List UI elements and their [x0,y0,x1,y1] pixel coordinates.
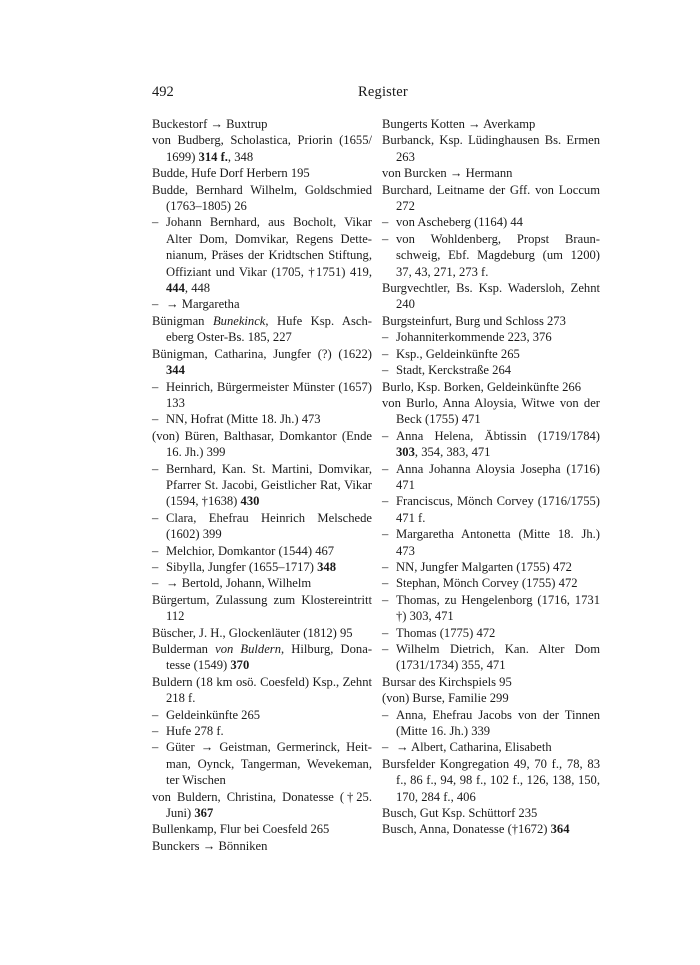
running-head: Register [358,84,408,100]
entry-text: Büscher, J. H., Glockenläuter (1812) 95 [152,625,353,640]
entry-text: Heinrich, Bürgermeister Münster (1657) 133 [166,379,372,410]
subentry-dash: – [382,494,389,509]
index-entry [382,379,600,395]
entry-text: Anna Johanna Aloysia Josepha (1716) 471 [396,461,600,492]
index-entry [382,182,600,215]
entry-text: Bünigman [152,313,213,328]
index-subentry [382,329,600,345]
entry-text: , 348 [227,149,254,164]
index-entry [152,838,372,854]
subentry-dash: – [382,592,389,607]
entry-text: Stephan, Mönch Corvey (1755) 472 [396,576,578,591]
entry-text: Thomas (1775) 472 [396,625,496,640]
entry-text: Bulderman [152,642,216,656]
entry-text: Bursfelder Kongregation 49, 70 f., 78, 83 f., 86 f., 94, 98 f., 102 f., 126, 138, 150, 170, 284 f., 406 [382,756,600,804]
page-number: 492 [152,84,174,100]
subentry-dash: – [152,297,159,312]
subentry-dash: – [152,740,159,755]
index-subentry [152,296,372,312]
main-page-reference: 344 [166,363,185,378]
index-subentry [382,526,600,559]
entry-text: Buldern (18 km osö. Coesfeld) Ksp., Zehnt 218 f. [152,674,372,706]
entry-text: Burchard, Leitname der Gff. von Loccum 272 [382,182,600,214]
entry-text: Melchior, Domkantor (1544) 467 [166,543,335,558]
entry-text: Bürgertum, Zulassung zum Klostereintritt 112 [152,592,372,624]
index-subentry [152,707,372,723]
main-page-reference: 303 [396,445,415,460]
entry-text: Bernhard, Kan. St. Martini, Domvikar, Pfarrer St. Jacobi, Geistlicher Rat, Vikar (1594, †1638) [166,461,372,509]
index-subentry [152,411,372,427]
subentry-dash: – [152,576,159,591]
entry-text: Burgvechtler, Bs. Ksp. Wadersloh, Zehnt 240 [382,281,600,312]
subentry-dash: – [152,215,159,230]
subentry-dash: – [152,543,159,558]
entry-text: von Buldern, Christina, Donatesse (†25. Juni) [152,789,372,821]
index-entry [382,395,600,428]
index-entry [382,674,600,690]
main-page-reference: 364 [550,822,570,837]
entry-text: , Hufe Ksp. Ascheberg Oster-Bs. 185, 227 [166,313,372,345]
index-column-right [382,116,600,838]
index-subentry [382,625,600,641]
index-entry [152,346,372,379]
entry-text: Franciscus, Mönch Corvey (1716/1755) 471 f. [396,494,600,525]
index-subentry [152,739,372,788]
index-entry [152,182,372,215]
index-entry [152,592,372,625]
index-subentry [382,493,600,526]
index-entry [382,821,600,837]
index-subentry [382,428,600,461]
subentry-dash: – [382,363,389,378]
entry-text: Buckestorf → Buxtrup [152,117,268,131]
subentry-dash: – [382,215,389,230]
entry-text: Budde, Bernhard Wilhelm, Goldschmied (1763–1805) 26 [152,182,372,214]
entry-text: Busch, Gut Ksp. Schüttorf 235 [382,806,538,821]
index-subentry [152,379,372,412]
entry-text: Sibylla, Jungfer (1655–1717) [166,559,318,574]
entry-text: Burgsteinfurt, Burg und Schloss 273 [382,313,566,328]
entry-text: (von) Büren, Balthasar, Domkantor (Ende 16. Jh.) 399 [152,428,372,460]
entry-text: Hufe 278 f. [166,724,224,739]
entry-text: Margaretha Antonetta (Mitte 18. Jh.) 473 [396,527,600,558]
main-page-reference: 367 [194,806,214,821]
entry-text: Clara, Ehefrau Heinrich Melschede (1602) 399 [166,510,372,542]
subentry-dash: – [152,412,159,427]
subentry-dash: – [382,330,389,345]
index-subentry [382,461,600,494]
index-entry [382,690,600,706]
index-subentry [382,559,600,575]
subentry-dash: – [382,642,389,656]
subentry-dash: – [382,346,389,361]
index-entry [382,280,600,313]
entry-text: Busch, Anna, Donatesse (†1672) [382,822,551,837]
entry-text: , 354, 383, 471 [414,445,491,460]
index-entry [152,116,372,132]
subentry-dash: – [382,527,389,542]
index-entry [382,805,600,821]
name-variant: von Buldern [215,642,282,656]
subentry-dash: – [382,461,389,476]
entry-text: Stadt, Kerckstraße 264 [396,363,512,378]
entry-text: NN, Jungfer Malgarten (1755) 472 [396,559,572,574]
entry-text: Burbanck, Ksp. Lüdinghausen Bs. Ermen 263 [382,133,600,164]
entry-text: von Ascheberg (1164) 44 [396,215,523,230]
index-subentry [152,214,372,296]
entry-text: Bursar des Kirchspiels 95 [382,674,512,689]
entry-text: , 448 [184,281,211,296]
main-page-reference: 348 [317,559,336,574]
index-subentry [152,723,372,739]
entry-text: → Margaretha [166,297,240,312]
entry-text: , Hilburg, Donatesse (1549) [166,642,373,673]
subentry-dash: – [152,461,159,476]
entry-text: NN, Hofrat (Mitte 18. Jh.) 473 [166,412,321,427]
index-subentry [382,346,600,362]
subentry-dash: – [382,428,389,443]
index-entry [152,625,372,641]
entry-text: Ksp., Geldeinkünfte 265 [396,346,520,361]
index-subentry [152,543,372,559]
index-entry [152,789,372,822]
subentry-dash: – [152,559,159,574]
main-page-reference: 314 f. [198,149,228,164]
index-subentry [382,575,600,591]
entry-text: Bünigman, Catharina, Jungfer (?) (1622) [152,346,372,361]
subentry-dash: – [382,559,389,574]
index-subentry [382,739,600,755]
subentry-dash: – [382,740,389,755]
index-subentry [382,231,600,280]
entry-text: Bungerts Kotten → Averkamp [382,117,536,131]
main-page-reference: 370 [230,658,250,673]
entry-text: Güter → Geistman, Germerinck, Heitman, Oynck, Tangerman, Wevekeman, ter Wischen [166,740,372,788]
index-entry [152,313,372,346]
entry-text: Thomas, zu Hengelenborg (1716, 1731 †) 303, 471 [396,592,600,624]
name-variant: Bunekinck [212,313,266,328]
entry-text: Johann Bernhard, aus Bocholt, Vikar Alter Dom, Domvikar, Regens Dettenianum, Präses der Kridtschen Stiftung, Offiziant und Vikar (1705, †1751) 419, [166,215,372,279]
entry-text: → Bertold, Johann, Wilhelm [166,576,312,591]
entry-text: (von) Burse, Familie 299 [382,691,509,706]
entry-text: Burlo, Ksp. Borken, Geldeinkünfte 266 [382,379,582,394]
main-page-reference: 430 [240,494,260,509]
entry-text: von Burlo, Anna Aloysia, Witwe von der Beck (1755) 471 [382,395,600,427]
index-entry [382,756,600,805]
index-entry [382,165,600,181]
index-subentry [152,510,372,543]
index-entry [382,116,600,132]
index-column-left [152,116,372,854]
subentry-dash: – [382,231,389,246]
entry-text: von Wohldenberg, Propst Braunschweig, Ebf. Magdeburg (um 1200) 37, 43, 271, 273 f. [396,231,600,279]
subentry-dash: – [382,576,389,591]
index-entry [152,674,372,707]
index-subentry [382,592,600,625]
subentry-dash: – [152,379,159,394]
entry-text: Budde, Hufe Dorf Herbern 195 [152,166,310,181]
index-subentry [382,707,600,740]
entry-text: Bunckers → Bönniken [152,838,268,853]
index-subentry [382,214,600,230]
index-entry [152,132,372,165]
index-subentry [382,362,600,378]
subentry-dash: – [382,707,389,722]
index-entry [152,165,372,181]
entry-text: Bullenkamp, Flur bei Coesfeld 265 [152,822,330,837]
index-entry [382,313,600,329]
index-entry [152,821,372,837]
entry-text: Wilhelm Dietrich, Kan. Alter Dom (1731/1734) 355, 471 [396,642,600,673]
entry-text: von Burcken → Hermann [382,166,513,181]
main-page-reference: 444 [166,281,185,296]
subentry-dash: – [152,510,159,525]
subentry-dash: – [152,707,159,722]
index-subentry [152,461,372,510]
entry-text: Geldeinkünfte 265 [166,707,261,722]
entry-text: Johanniterkommende 223, 376 [396,330,552,345]
index-subentry [152,575,372,591]
index-entry [152,641,372,674]
index-subentry [152,559,372,575]
subentry-dash: – [152,724,159,739]
entry-text: Anna Helena, Äbtissin (1719/1784) [396,428,600,443]
subentry-dash: – [382,625,389,640]
index-subentry [382,641,600,674]
entry-text: von Budberg, Scholastica, Priorin (1655/ 1699) [152,133,372,164]
index-entry [382,132,600,165]
entry-text: Anna, Ehefrau Jacobs von der Tinnen (Mitte 16. Jh.) 339 [396,707,600,739]
entry-text: → Albert, Catharina, Elisabeth [396,740,552,755]
index-entry [152,428,372,461]
